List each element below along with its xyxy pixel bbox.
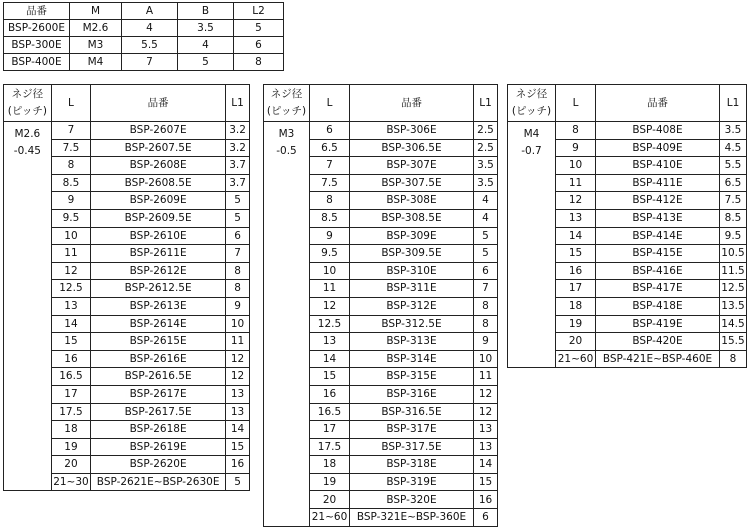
l1-cell: 5 bbox=[474, 227, 498, 245]
table-row bbox=[4, 122, 250, 140]
length-cell: 12 bbox=[51, 262, 90, 280]
length-cell: 10 bbox=[556, 157, 596, 175]
m3-size-table bbox=[263, 84, 498, 527]
summary-row bbox=[4, 54, 284, 71]
length-cell: 7 bbox=[51, 122, 90, 140]
part-number-cell: BSP-2610E bbox=[91, 227, 226, 245]
length-cell: 12.5 bbox=[51, 280, 90, 298]
part-number-cell: BSP-2611E bbox=[91, 245, 226, 263]
length-cell: 16 bbox=[310, 385, 350, 403]
part-number-cell: BSP-408E bbox=[596, 122, 720, 140]
thread-header-line1: ネジ径 bbox=[270, 88, 303, 101]
length-cell: 9 bbox=[556, 139, 596, 157]
l1-cell: 3.2 bbox=[226, 122, 250, 140]
thread-header-line2: (ピッチ) bbox=[266, 105, 307, 117]
size-table-header-row bbox=[4, 85, 250, 122]
length-cell: 21~60 bbox=[556, 350, 596, 368]
part-number-cell: BSP-2617.5E bbox=[91, 403, 226, 421]
l1-cell: 7 bbox=[474, 280, 498, 298]
l1-cell: 12 bbox=[474, 385, 498, 403]
l1-cell: 5 bbox=[226, 209, 250, 227]
part-number-header: 品番 bbox=[91, 85, 226, 122]
part-number-cell: BSP-317E bbox=[350, 421, 474, 439]
summary-header-part: 品番 bbox=[4, 3, 70, 20]
l1-cell: 9.5 bbox=[720, 227, 747, 245]
summary-cell: M4 bbox=[70, 54, 122, 71]
l1-cell: 9 bbox=[226, 297, 250, 315]
m4-size-table bbox=[507, 84, 747, 368]
summary-header-m: M bbox=[70, 3, 122, 20]
l1-cell: 8 bbox=[226, 262, 250, 280]
thread-size: M3 bbox=[278, 128, 295, 140]
length-header: L bbox=[310, 85, 350, 122]
l1-cell: 2.5 bbox=[474, 139, 498, 157]
thread-pitch: -0.5 bbox=[276, 144, 297, 157]
part-number-cell: BSP-414E bbox=[596, 227, 720, 245]
l1-cell: 4 bbox=[474, 209, 498, 227]
part-number-cell: BSP-315E bbox=[350, 368, 474, 386]
l1-cell: 6 bbox=[226, 227, 250, 245]
part-number-cell: BSP-307.5E bbox=[350, 174, 474, 192]
part-number-cell: BSP-2607.5E bbox=[91, 139, 226, 157]
length-cell: 10 bbox=[51, 227, 90, 245]
thread-header-line1: ネジ径 bbox=[11, 88, 44, 101]
part-number-cell: BSP-314E bbox=[350, 350, 474, 368]
summary-header-b: B bbox=[178, 3, 234, 20]
part-number-cell: BSP-306E bbox=[350, 122, 474, 140]
l1-cell: 7.5 bbox=[720, 192, 747, 210]
length-cell: 16 bbox=[556, 262, 596, 280]
length-cell: 6 bbox=[310, 122, 350, 140]
size-table-header-row bbox=[508, 85, 747, 122]
length-cell: 9 bbox=[310, 227, 350, 245]
l1-cell: 6 bbox=[474, 262, 498, 280]
summary-cell: 3.5 bbox=[178, 20, 234, 37]
length-cell: 12 bbox=[556, 192, 596, 210]
l1-cell: 15 bbox=[226, 438, 250, 456]
l1-cell: 13 bbox=[226, 403, 250, 421]
length-cell: 6.5 bbox=[310, 139, 350, 157]
length-cell: 15 bbox=[51, 333, 90, 351]
part-number-cell: BSP-2620E bbox=[91, 456, 226, 474]
length-cell: 21~60 bbox=[310, 509, 350, 527]
l1-cell: 2.5 bbox=[474, 122, 498, 140]
length-cell: 8.5 bbox=[310, 209, 350, 227]
thread-size-cell bbox=[508, 122, 556, 368]
part-number-cell: BSP-312E bbox=[350, 297, 474, 315]
thread-size: M4 bbox=[523, 128, 540, 140]
part-number-cell: BSP-2615E bbox=[91, 333, 226, 351]
part-number-cell: BSP-416E bbox=[596, 262, 720, 280]
length-cell: 18 bbox=[310, 456, 350, 474]
length-cell: 13 bbox=[51, 297, 90, 315]
l1-cell: 8 bbox=[474, 297, 498, 315]
length-cell: 8 bbox=[51, 157, 90, 175]
size-table-header-row bbox=[264, 85, 498, 122]
summary-cell: BSP-300E bbox=[4, 37, 70, 54]
part-number-cell: BSP-317.5E bbox=[350, 438, 474, 456]
l1-cell: 4 bbox=[474, 192, 498, 210]
l1-cell: 6 bbox=[474, 509, 498, 527]
length-cell: 11 bbox=[556, 174, 596, 192]
l1-cell: 3.7 bbox=[226, 157, 250, 175]
length-cell: 8 bbox=[556, 122, 596, 140]
part-number-cell: BSP-2612.5E bbox=[91, 280, 226, 298]
l1-cell: 3.5 bbox=[474, 157, 498, 175]
length-cell: 7.5 bbox=[310, 174, 350, 192]
part-number-cell: BSP-2618E bbox=[91, 421, 226, 439]
length-cell: 9.5 bbox=[310, 245, 350, 263]
l1-cell: 5.5 bbox=[720, 157, 747, 175]
length-cell: 17 bbox=[310, 421, 350, 439]
length-cell: 13 bbox=[310, 333, 350, 351]
length-cell: 18 bbox=[556, 297, 596, 315]
part-number-cell: BSP-308.5E bbox=[350, 209, 474, 227]
thread-pitch: -0.7 bbox=[521, 144, 542, 157]
part-number-cell: BSP-411E bbox=[596, 174, 720, 192]
length-cell: 12.5 bbox=[310, 315, 350, 333]
thread-header-line2: (ピッチ) bbox=[7, 105, 47, 117]
part-number-cell: BSP-417E bbox=[596, 280, 720, 298]
l1-header: L1 bbox=[474, 85, 498, 122]
summary-cell: 4 bbox=[178, 37, 234, 54]
length-cell: 20 bbox=[556, 333, 596, 351]
length-cell: 17 bbox=[556, 280, 596, 298]
part-number-cell: BSP-319E bbox=[350, 473, 474, 491]
length-cell: 17.5 bbox=[51, 403, 90, 421]
length-cell: 20 bbox=[310, 491, 350, 509]
l1-cell: 15 bbox=[474, 473, 498, 491]
part-number-cell: BSP-2609E bbox=[91, 192, 226, 210]
summary-cell: M3 bbox=[70, 37, 122, 54]
summary-cell: 7 bbox=[122, 54, 178, 71]
part-number-cell: BSP-2613E bbox=[91, 297, 226, 315]
part-number-cell: BSP-310E bbox=[350, 262, 474, 280]
l1-cell: 4.5 bbox=[720, 139, 747, 157]
thread-pitch: -0.45 bbox=[13, 144, 41, 157]
part-number-header: 品番 bbox=[596, 85, 720, 122]
table-row bbox=[508, 122, 747, 140]
l1-cell: 16 bbox=[474, 491, 498, 509]
summary-header-row bbox=[4, 3, 284, 20]
part-number-cell: BSP-316.5E bbox=[350, 403, 474, 421]
l1-cell: 13 bbox=[226, 385, 250, 403]
l1-cell: 8.5 bbox=[720, 209, 747, 227]
summary-cell: 6 bbox=[234, 37, 284, 54]
l1-cell: 12 bbox=[474, 403, 498, 421]
summary-cell: BSP-2600E bbox=[4, 20, 70, 37]
part-number-cell: BSP-409E bbox=[596, 139, 720, 157]
part-number-cell: BSP-309E bbox=[350, 227, 474, 245]
length-header: L bbox=[556, 85, 596, 122]
part-number-cell: BSP-2621E~BSP-2630E bbox=[91, 473, 226, 491]
summary-table bbox=[3, 2, 284, 71]
length-cell: 17 bbox=[51, 385, 90, 403]
l1-cell: 14 bbox=[474, 456, 498, 474]
length-cell: 8 bbox=[310, 192, 350, 210]
l1-cell: 11 bbox=[474, 368, 498, 386]
part-number-cell: BSP-420E bbox=[596, 333, 720, 351]
table-row bbox=[264, 122, 498, 140]
summary-cell: BSP-400E bbox=[4, 54, 70, 71]
thread-header bbox=[264, 85, 310, 122]
length-cell: 16 bbox=[51, 350, 90, 368]
length-cell: 16.5 bbox=[310, 403, 350, 421]
l1-cell: 11.5 bbox=[720, 262, 747, 280]
part-number-cell: BSP-311E bbox=[350, 280, 474, 298]
summary-header-l2: L2 bbox=[234, 3, 284, 20]
summary-row bbox=[4, 37, 284, 54]
part-number-cell: BSP-418E bbox=[596, 297, 720, 315]
part-number-cell: BSP-421E~BSP-460E bbox=[596, 350, 720, 368]
length-cell: 11 bbox=[310, 280, 350, 298]
l1-cell: 11 bbox=[226, 333, 250, 351]
length-cell: 15 bbox=[310, 368, 350, 386]
l1-cell: 10 bbox=[474, 350, 498, 368]
length-cell: 7.5 bbox=[51, 139, 90, 157]
thread-header-line1: ネジ径 bbox=[515, 88, 548, 101]
l1-cell: 13 bbox=[474, 438, 498, 456]
l1-cell: 3.7 bbox=[226, 174, 250, 192]
part-number-cell: BSP-309.5E bbox=[350, 245, 474, 263]
length-cell: 14 bbox=[51, 315, 90, 333]
l1-cell: 16 bbox=[226, 456, 250, 474]
l1-cell: 12 bbox=[226, 368, 250, 386]
l1-cell: 7 bbox=[226, 245, 250, 263]
l1-cell: 8 bbox=[720, 350, 747, 368]
part-number-cell: BSP-2608E bbox=[91, 157, 226, 175]
l1-cell: 15.5 bbox=[720, 333, 747, 351]
summary-cell: 5 bbox=[234, 20, 284, 37]
part-number-cell: BSP-320E bbox=[350, 491, 474, 509]
summary-header-a: A bbox=[122, 3, 178, 20]
thread-size: M2.6 bbox=[14, 128, 41, 140]
summary-cell: 8 bbox=[234, 54, 284, 71]
length-cell: 14 bbox=[556, 227, 596, 245]
part-number-cell: BSP-321E~BSP-360E bbox=[350, 509, 474, 527]
length-cell: 13 bbox=[556, 209, 596, 227]
part-number-header: 品番 bbox=[350, 85, 474, 122]
length-cell: 19 bbox=[51, 438, 90, 456]
l1-cell: 3.5 bbox=[720, 122, 747, 140]
l1-header: L1 bbox=[720, 85, 747, 122]
summary-cell: 4 bbox=[122, 20, 178, 37]
part-number-cell: BSP-2616.5E bbox=[91, 368, 226, 386]
l1-cell: 9 bbox=[474, 333, 498, 351]
part-number-cell: BSP-2616E bbox=[91, 350, 226, 368]
part-number-cell: BSP-307E bbox=[350, 157, 474, 175]
summary-cell: 5 bbox=[178, 54, 234, 71]
l1-cell: 5 bbox=[474, 245, 498, 263]
l1-cell: 13.5 bbox=[720, 297, 747, 315]
length-cell: 16.5 bbox=[51, 368, 90, 386]
l1-cell: 13 bbox=[474, 421, 498, 439]
l1-cell: 12 bbox=[226, 350, 250, 368]
part-number-cell: BSP-2607E bbox=[91, 122, 226, 140]
l1-cell: 10 bbox=[226, 315, 250, 333]
part-number-cell: BSP-410E bbox=[596, 157, 720, 175]
l1-cell: 6.5 bbox=[720, 174, 747, 192]
part-number-cell: BSP-415E bbox=[596, 245, 720, 263]
l1-cell: 3.5 bbox=[474, 174, 498, 192]
part-number-cell: BSP-2609.5E bbox=[91, 209, 226, 227]
length-cell: 11 bbox=[51, 245, 90, 263]
summary-cell: 5.5 bbox=[122, 37, 178, 54]
thread-size-cell bbox=[264, 122, 310, 527]
l1-cell: 8 bbox=[226, 280, 250, 298]
length-cell: 21~30 bbox=[51, 473, 90, 491]
length-cell: 9 bbox=[51, 192, 90, 210]
part-number-cell: BSP-316E bbox=[350, 385, 474, 403]
thread-size-cell bbox=[4, 122, 52, 491]
length-cell: 17.5 bbox=[310, 438, 350, 456]
part-number-cell: BSP-2608.5E bbox=[91, 174, 226, 192]
length-cell: 14 bbox=[310, 350, 350, 368]
part-number-cell: BSP-413E bbox=[596, 209, 720, 227]
l1-cell: 5 bbox=[226, 192, 250, 210]
length-cell: 15 bbox=[556, 245, 596, 263]
l1-cell: 8 bbox=[474, 315, 498, 333]
length-header: L bbox=[51, 85, 90, 122]
length-cell: 10 bbox=[310, 262, 350, 280]
thread-header-line2: (ピッチ) bbox=[511, 105, 552, 117]
l1-cell: 3.2 bbox=[226, 139, 250, 157]
part-number-cell: BSP-412E bbox=[596, 192, 720, 210]
m26-size-table bbox=[3, 84, 250, 491]
part-number-cell: BSP-2614E bbox=[91, 315, 226, 333]
part-number-cell: BSP-2612E bbox=[91, 262, 226, 280]
l1-header: L1 bbox=[226, 85, 250, 122]
length-cell: 9.5 bbox=[51, 209, 90, 227]
part-number-cell: BSP-318E bbox=[350, 456, 474, 474]
l1-cell: 5 bbox=[226, 473, 250, 491]
length-cell: 7 bbox=[310, 157, 350, 175]
length-cell: 19 bbox=[310, 473, 350, 491]
part-number-cell: BSP-306.5E bbox=[350, 139, 474, 157]
part-number-cell: BSP-312.5E bbox=[350, 315, 474, 333]
summary-cell: M2.6 bbox=[70, 20, 122, 37]
length-cell: 12 bbox=[310, 297, 350, 315]
length-cell: 19 bbox=[556, 315, 596, 333]
part-number-cell: BSP-308E bbox=[350, 192, 474, 210]
thread-header bbox=[4, 85, 52, 122]
l1-cell: 14 bbox=[226, 421, 250, 439]
length-cell: 18 bbox=[51, 421, 90, 439]
part-number-cell: BSP-2617E bbox=[91, 385, 226, 403]
part-number-cell: BSP-2619E bbox=[91, 438, 226, 456]
part-number-cell: BSP-313E bbox=[350, 333, 474, 351]
length-cell: 8.5 bbox=[51, 174, 90, 192]
summary-row bbox=[4, 20, 284, 37]
l1-cell: 12.5 bbox=[720, 280, 747, 298]
length-cell: 20 bbox=[51, 456, 90, 474]
part-number-cell: BSP-419E bbox=[596, 315, 720, 333]
l1-cell: 10.5 bbox=[720, 245, 747, 263]
thread-header bbox=[508, 85, 556, 122]
l1-cell: 14.5 bbox=[720, 315, 747, 333]
